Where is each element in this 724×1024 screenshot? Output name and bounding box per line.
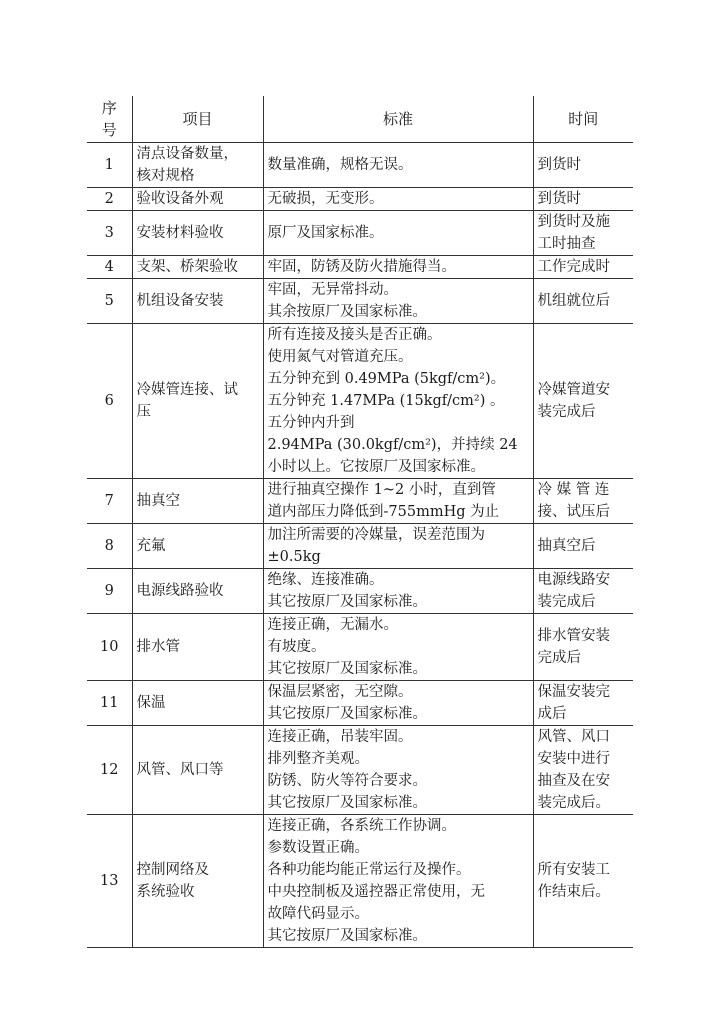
row-time-line: 抽真空后 [537,538,596,554]
row-standard-line: 无破损，无变形。 [267,191,384,207]
row-time [533,279,633,324]
row-standard-line: 参数设置正确。 [267,840,369,856]
row-time-line: 电源线路安 [537,572,610,588]
row-standard-line: 故障代码显示。 [267,906,369,922]
row-number: 1 [87,143,132,188]
table-row [87,681,633,726]
row-standard-line: 有坡度。 [267,639,326,655]
row-item-line: 安装材料验收 [136,225,224,241]
row-standard-line: 进行抽真空操作 1~2 小时，直到管 [267,482,496,498]
row-standard-line: 其余按原厂及国家标准。 [267,304,427,320]
table-row [87,211,633,256]
row-standard-line: 所有连接及接头是否正确。 [267,327,442,343]
row-time-line: 装完成后 [537,594,596,610]
row-item-line: 压 [136,404,151,420]
row-standard-line: 牢固，防锈及防火措施得当。 [267,259,456,275]
row-time-line: 排水管安装 [537,628,610,644]
header-item: 项目 [132,96,263,143]
row-standard [263,479,533,524]
row-time [533,569,633,614]
row-time-line: 保温安装完 [537,684,610,700]
row-standard [263,569,533,614]
row-time-line: 工时抽查 [537,236,596,252]
row-number: 9 [87,569,132,614]
row-standard [263,211,533,256]
row-item-line: 控制网络及 [136,862,209,878]
table-row [87,726,633,815]
row-standard [263,324,533,479]
row-item [132,479,263,524]
header-time: 时间 [533,96,633,143]
row-standard [263,681,533,726]
row-time-line: 抽查及在安 [537,773,610,789]
row-standard-line: ±0.5kg [267,549,321,565]
row-standard-line: 连接正确，各系统工作协调。 [267,818,456,834]
row-time-line: 所有安装工 [537,862,610,878]
row-standard [263,815,533,948]
row-time-line: 装完成后。 [537,795,610,811]
row-item [132,188,263,211]
row-item [132,211,263,256]
row-standard-line: 五分钟内升到 [267,415,355,431]
row-standard-line: 道内部压力降低到-755mmHg 为止 [267,504,500,520]
row-item-line: 冷媒管连接、试 [136,382,238,398]
header-no-bottom: 号 [101,121,117,139]
table-row [87,188,633,211]
header-no [87,96,132,143]
row-time [533,211,633,256]
row-item-line: 排水管 [136,639,180,655]
row-item [132,815,263,948]
row-item-line: 验收设备外观 [136,191,224,207]
row-time-line: 成后 [537,706,567,722]
row-item-line: 保温 [136,695,166,711]
row-time-line: 安装中进行 [537,751,610,767]
row-time-line: 风管、风口 [537,729,610,745]
table-row [87,279,633,324]
row-standard [263,188,533,211]
row-time [533,524,633,569]
row-number: 5 [87,279,132,324]
row-time [533,324,633,479]
row-item [132,279,263,324]
row-time-line: 工作完成时 [537,259,610,275]
table-row [87,815,633,948]
row-standard [263,256,533,279]
row-standard-line: 2.94MPa (30.0kgf/cm²)，并持续 24 [267,437,518,453]
row-number: 8 [87,524,132,569]
row-item-line: 清点设备数量， [136,146,238,162]
row-time-line: 冷 媒 管 连 [537,482,610,498]
row-item [132,681,263,726]
row-standard-line: 保温层紧密，无空隙。 [267,684,413,700]
row-item-line: 风管、风口等 [136,762,224,778]
table-row [87,524,633,569]
row-time [533,479,633,524]
row-item-line: 充氟 [136,538,166,554]
row-time [533,815,633,948]
row-number: 11 [87,681,132,726]
row-standard-line: 牢固，无异常抖动。 [267,282,398,298]
row-item [132,324,263,479]
row-number: 12 [87,726,132,815]
row-standard-line: 连接正确，吊装牢固。 [267,729,413,745]
table-body [87,143,633,948]
row-time-line: 完成后 [537,650,581,666]
table-row [87,569,633,614]
table-row [87,324,633,479]
row-standard-line: 小时以上。它按原厂及国家标准。 [267,459,485,475]
row-standard [263,726,533,815]
row-standard-line: 其它按原厂及国家标准。 [267,661,427,677]
acceptance-table [87,96,633,948]
row-standard [263,614,533,681]
row-standard-line: 绝缘、连接准确。 [267,572,384,588]
row-number: 13 [87,815,132,948]
row-item-line: 电源线路验收 [136,583,224,599]
header-standard: 标准 [263,96,533,143]
row-item [132,256,263,279]
row-number: 4 [87,256,132,279]
row-time [533,614,633,681]
row-time [533,143,633,188]
row-standard-line: 其它按原厂及国家标准。 [267,795,427,811]
table-row [87,479,633,524]
row-standard-line: 使用氮气对管道充压。 [267,349,413,365]
row-standard-line: 排列整齐美观。 [267,751,369,767]
row-number: 7 [87,479,132,524]
table-header-row [87,96,633,143]
row-time-line: 接、试压后 [537,504,610,520]
row-time-line: 到货时 [537,191,581,207]
header-no-top: 序 [101,99,117,117]
row-standard-line: 其它按原厂及国家标准。 [267,928,427,944]
row-standard [263,143,533,188]
row-time [533,188,633,211]
row-standard-line: 中央控制板及遥控器正常使用，无 [267,884,485,900]
row-standard [263,524,533,569]
row-number: 2 [87,188,132,211]
table-row [87,143,633,188]
row-number: 6 [87,324,132,479]
row-standard-line: 各种功能均能正常运行及操作。 [267,862,471,878]
row-item [132,524,263,569]
table-row [87,614,633,681]
row-standard-line: 其它按原厂及国家标准。 [267,594,427,610]
row-item [132,614,263,681]
row-time-line: 冷媒管道安 [537,382,610,398]
row-item-line: 抽真空 [136,493,180,509]
row-time [533,681,633,726]
row-standard-line: 原厂及国家标准。 [267,225,384,241]
row-standard-line: 其它按原厂及国家标准。 [267,706,427,722]
row-time-line: 到货时及施 [537,214,610,230]
row-item-line: 核对规格 [136,168,195,184]
row-item-line: 系统验收 [136,884,195,900]
row-time [533,726,633,815]
row-standard-line: 五分钟充到 0.49MPa (5kgf/cm²)。 [267,371,506,387]
row-item-line: 支架、桥架验收 [136,259,238,275]
row-item [132,569,263,614]
row-time-line: 装完成后 [537,404,596,420]
row-time [533,256,633,279]
row-standard-line: 连接正确，无漏水。 [267,617,398,633]
table-row [87,256,633,279]
row-time-line: 作结束后。 [537,884,610,900]
row-time-line: 到货时 [537,157,581,173]
row-item-line: 机组设备安装 [136,293,224,309]
row-item [132,726,263,815]
row-standard-line: 五分钟充 1.47MPa (15kgf/cm²) 。 [267,393,505,409]
row-standard-line: 数量准确，规格无误。 [267,157,413,173]
row-number: 3 [87,211,132,256]
row-number: 10 [87,614,132,681]
row-item [132,143,263,188]
row-standard-line: 加注所需要的冷媒量，误差范围为 [267,527,485,543]
row-standard [263,279,533,324]
row-time-line: 机组就位后 [537,293,610,309]
row-standard-line: 防锈、防火等符合要求。 [267,773,427,789]
